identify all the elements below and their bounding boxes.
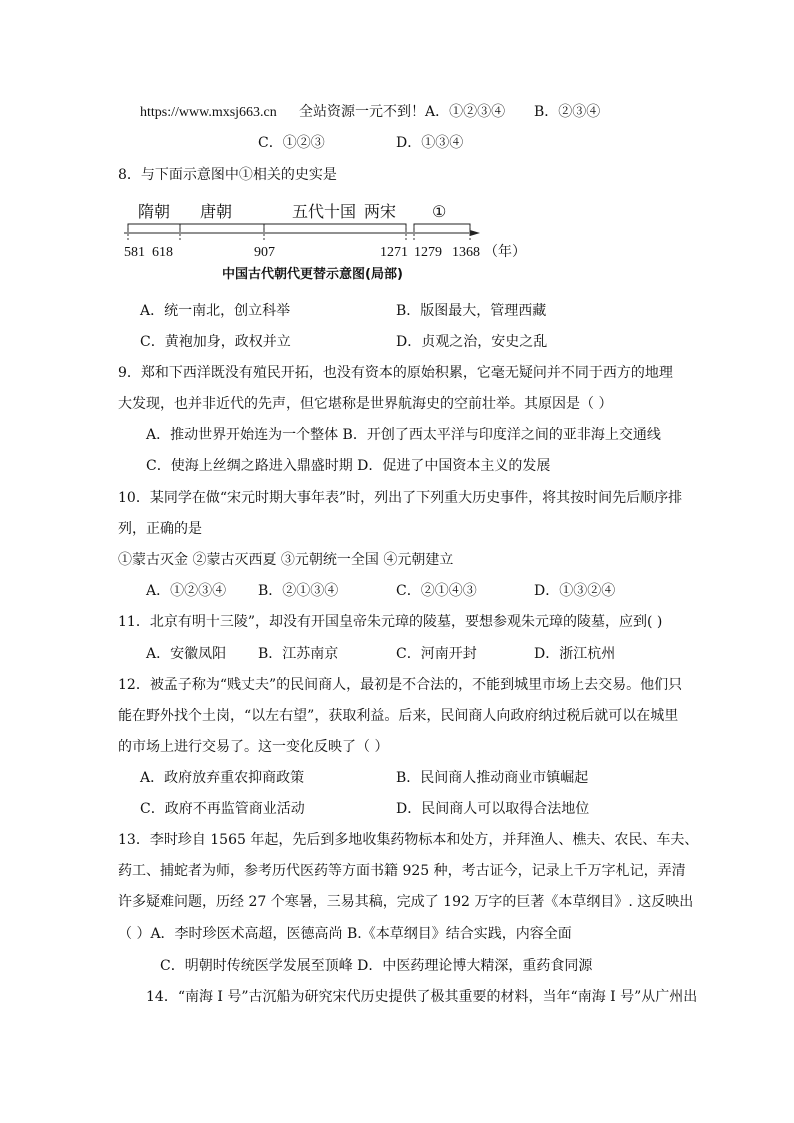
q13-options-ab: （ ）A．李时珍医术高超，医德高尚 B.《本草纲目》结合实践，内容全面 [118,926,572,942]
q12-option-b: B．民间商人推动商业市镇崛起 [396,770,589,786]
q7-option-b: B．②③④ [534,104,601,120]
circled-1-bracket [414,224,470,230]
diagram-caption: 中国古代朝代更替示意图(局部) [222,267,403,282]
year-1368: 1368 [452,245,480,260]
era-label-tang: 唐朝 [200,202,233,221]
year-581: 581 [124,245,145,260]
q14-stem-line-1: 14．“南海 I 号”古沉船为研究宋代历史提供了极其重要的材料，当年“南海 I 号”从广州出 [146,989,698,1005]
q12-stem-line-2: 能在野外找个土岗，“以左右望”，获取利益。后来，民间商人向政府纳过税后就可以在城里 [118,708,679,724]
q13-stem-line-1: 13．李时珍自 1565 年起，先后到多地收集药物标本和处方，并拜渔人、樵夫、农民、车夫、 [118,832,699,848]
q12-option-a: A．政府放弃重农抑商政策 [140,770,305,786]
q11-option-b: B．江苏南京 [258,646,339,662]
year-907: 907 [254,245,275,260]
q11-stem: 11．北京有明十三陵”，却没有开国皇帝朱元璋的陵墓，要想参观朱元璋的陵墓，应到( ) [118,614,663,630]
era-label-sui: 隋朝 [138,202,171,221]
year-618: 618 [152,245,173,260]
sui-bracket [128,224,180,230]
tang-bracket [180,224,264,230]
year-1271: 1271 [380,245,408,260]
q9-options-ab: A．推动世界开始连为一个整体 B．开创了西太平洋与印度洋之间的亚非海上交通线 [146,427,661,443]
q13-stem-line-3: 许多疑难问题，历经 27 个寒暑，三易其稿，完成了 192 万字的巨著《本草纲目》. 这反映出 [118,894,694,910]
q12-stem-line-1: 12．被孟子称为“贱丈夫”的民间商人，最初是不合法的，不能到城里市场上去交易。他们只 [118,677,683,693]
q9-stem-line-2: 大发现，也并非近代的先声，但它堪称是世界航海史的空前壮举。其原因是（ ） [118,396,613,412]
q10-option-c: C．②①④③ [396,583,477,599]
year-1279: 1279 [414,245,442,260]
q10-stem-line-2: 列，正确的是 [118,521,202,537]
q13-options-cd: C．明朝时传统医学发展至顶峰 D．中医药理论博大精深，重药食同源 [160,958,593,974]
timeline-arrow [470,230,480,236]
q7-header-line [140,103,505,122]
era-label-circled-1: ① [432,202,447,221]
dynasty-timeline-diagram [118,196,538,286]
q10-events: ①蒙古灭金 ②蒙古灭西夏 ③元朝统一全国 ④元朝建立 [118,552,454,568]
q7-option-d: D．①③④ [396,135,464,151]
q8-option-c: C．黄袍加身，政权并立 [140,334,291,350]
q10-stem-line-1: 10．某同学在做“宋元时期大事年表”时，列出了下列重大历史事件，将其按时间先后顺序排 [118,490,683,506]
five-dynasties-song-bracket [264,224,406,230]
year-unit: （年） [484,244,526,260]
q8-option-a: A．统一南北，创立科举 [140,303,291,319]
q11-option-d: D．浙江杭州 [534,646,616,662]
era-label-five-dynasties: 五代十国 [292,202,357,221]
q7-option-c: C．①②③ [258,135,325,151]
q8-option-d: D．贞观之治，安史之乱 [396,334,548,350]
q10-option-d: D．①③②④ [534,583,616,599]
q12-stem-line-3: 的市场上进行交易了。这一变化反映了（ ） [118,739,389,755]
era-label-song: 两宋 [364,202,397,221]
q11-option-c: C．河南开封 [396,646,477,662]
q8-stem: 8．与下面示意图中①相关的史实是 [118,167,337,183]
q10-option-b: B．②①③④ [258,583,339,599]
q12-option-d: D．民间商人可以取得合法地位 [396,801,590,817]
q9-stem-line-1: 9．郑和下西洋既没有殖民开拓，也没有资本的原始积累，它毫无疑问并不同于西方的地理 [118,365,673,381]
q10-option-a: A．①②③④ [146,583,227,599]
site-url[interactable]: https://www.mxsj663.cn [140,105,277,120]
q12-option-c: C．政府不再监管商业活动 [140,801,305,817]
q13-stem-line-2: 药工、捕蛇者为师，参考历代医药等方面书籍 925 种，考古证今，记录上千万字札记，弄清 [118,863,686,879]
q8-option-b: B．版图最大，管理西藏 [396,303,547,319]
q7-option-a: A．①②③④ [425,104,506,120]
site-notice: 全站资源一元不到！ [299,104,426,120]
q9-options-cd: C．使海上丝绸之路进入鼎盛时期 D．促进了中国资本主义的发展 [146,458,551,474]
q11-option-a: A．安徽凤阳 [146,646,227,662]
